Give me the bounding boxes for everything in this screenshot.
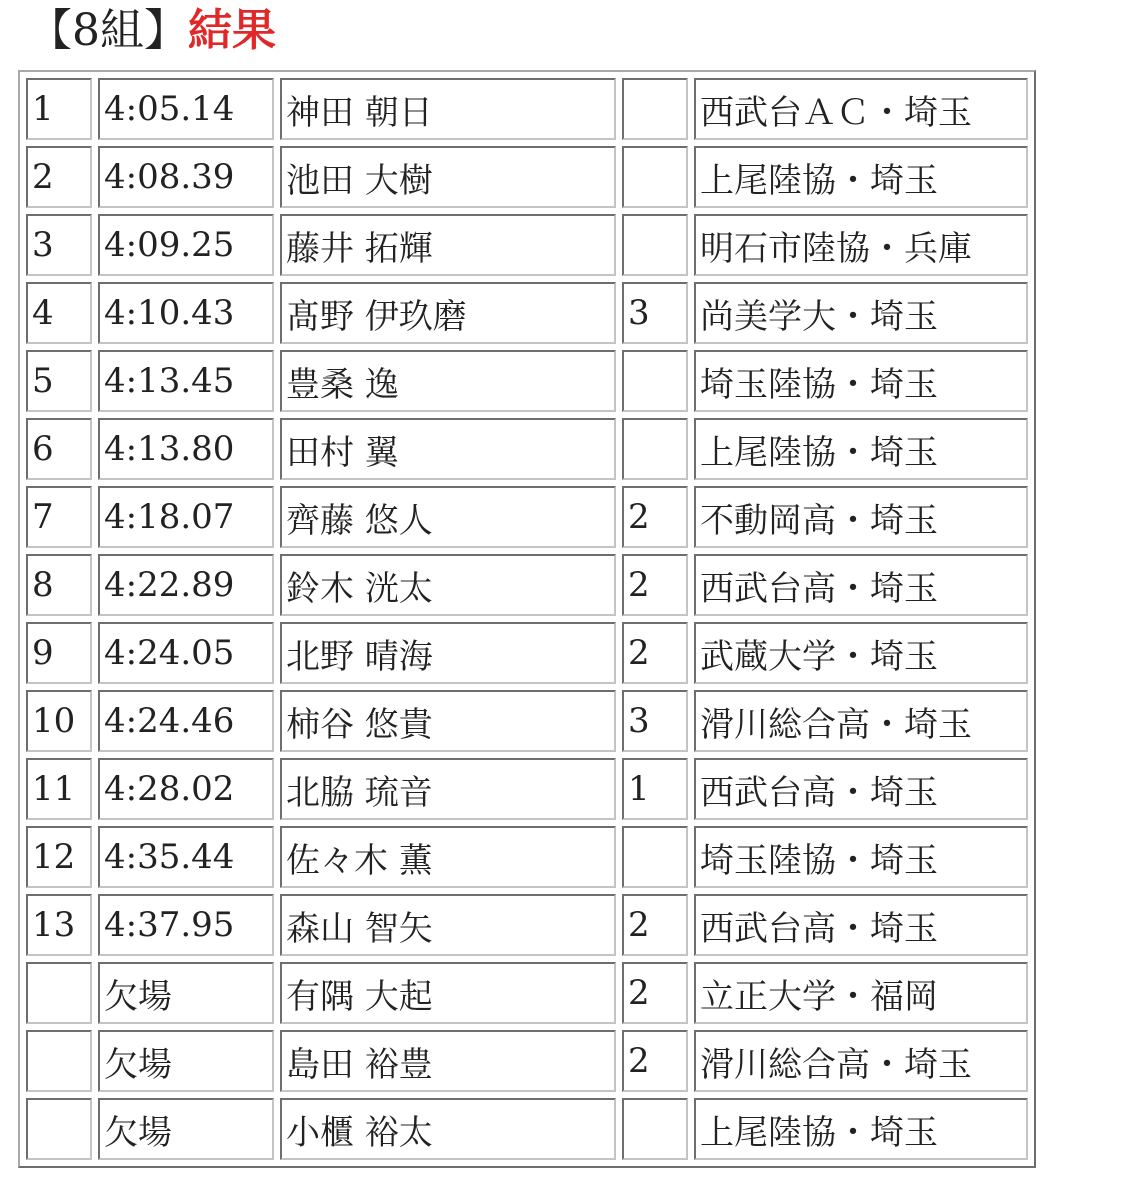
table-row bbox=[26, 282, 1028, 344]
team-cell: 立正大学・福岡 bbox=[694, 962, 1028, 1024]
athlete-name-cell: 藤井 拓輝 bbox=[280, 214, 616, 276]
grade-cell bbox=[622, 418, 688, 480]
grade-cell: 2 bbox=[622, 554, 688, 616]
table-row bbox=[26, 78, 1028, 140]
team-cell: 西武台ＡＣ・埼玉 bbox=[694, 78, 1028, 140]
rank-cell bbox=[26, 962, 92, 1024]
table-row bbox=[26, 1098, 1028, 1160]
team-cell: 西武台高・埼玉 bbox=[694, 758, 1028, 820]
team-cell: 西武台高・埼玉 bbox=[694, 554, 1028, 616]
athlete-name-cell: 北脇 琉音 bbox=[280, 758, 616, 820]
rank-cell: 5 bbox=[26, 350, 92, 412]
rank-cell: 4 bbox=[26, 282, 92, 344]
team-cell: 尚美学大・埼玉 bbox=[694, 282, 1028, 344]
time-cell: 4:10.43 bbox=[98, 282, 274, 344]
grade-cell: 2 bbox=[622, 962, 688, 1024]
rank-cell: 12 bbox=[26, 826, 92, 888]
time-cell: 4:09.25 bbox=[98, 214, 274, 276]
table-row bbox=[26, 758, 1028, 820]
athlete-name-cell: 小櫃 裕太 bbox=[280, 1098, 616, 1160]
team-cell: 不動岡高・埼玉 bbox=[694, 486, 1028, 548]
grade-cell: 3 bbox=[622, 282, 688, 344]
athlete-name-cell: 島田 裕豊 bbox=[280, 1030, 616, 1092]
grade-cell bbox=[622, 78, 688, 140]
rank-cell: 3 bbox=[26, 214, 92, 276]
time-cell: 4:13.45 bbox=[98, 350, 274, 412]
time-cell: 4:05.14 bbox=[98, 78, 274, 140]
team-cell: 明石市陸協・兵庫 bbox=[694, 214, 1028, 276]
grade-cell: 2 bbox=[622, 622, 688, 684]
athlete-name-cell: 髙野 伊玖磨 bbox=[280, 282, 616, 344]
grade-cell bbox=[622, 214, 688, 276]
time-cell: 4:13.80 bbox=[98, 418, 274, 480]
rank-cell: 9 bbox=[26, 622, 92, 684]
rank-cell: 8 bbox=[26, 554, 92, 616]
rank-cell: 2 bbox=[26, 146, 92, 208]
athlete-name-cell: 神田 朝日 bbox=[280, 78, 616, 140]
athlete-name-cell: 齊藤 悠人 bbox=[280, 486, 616, 548]
athlete-name-cell: 田村 翼 bbox=[280, 418, 616, 480]
rank-cell bbox=[26, 1030, 92, 1092]
grade-cell bbox=[622, 1098, 688, 1160]
table-row bbox=[26, 146, 1028, 208]
team-cell: 滑川総合高・埼玉 bbox=[694, 690, 1028, 752]
athlete-name-cell: 柿谷 悠貴 bbox=[280, 690, 616, 752]
grade-cell bbox=[622, 146, 688, 208]
team-cell: 埼玉陸協・埼玉 bbox=[694, 350, 1028, 412]
team-cell: 滑川総合高・埼玉 bbox=[694, 1030, 1028, 1092]
grade-cell bbox=[622, 350, 688, 412]
table-row bbox=[26, 214, 1028, 276]
table-row bbox=[26, 690, 1028, 752]
rank-cell: 13 bbox=[26, 894, 92, 956]
athlete-name-cell: 鈴木 洸太 bbox=[280, 554, 616, 616]
table-row bbox=[26, 894, 1028, 956]
grade-cell: 2 bbox=[622, 486, 688, 548]
time-cell: 4:18.07 bbox=[98, 486, 274, 548]
time-cell: 欠場 bbox=[98, 1030, 274, 1092]
team-cell: 上尾陸協・埼玉 bbox=[694, 146, 1028, 208]
rank-cell: 1 bbox=[26, 78, 92, 140]
rank-cell: 6 bbox=[26, 418, 92, 480]
grade-cell: 2 bbox=[622, 894, 688, 956]
athlete-name-cell: 池田 大樹 bbox=[280, 146, 616, 208]
rank-cell bbox=[26, 1098, 92, 1160]
page-title bbox=[28, 0, 276, 62]
team-cell: 上尾陸協・埼玉 bbox=[694, 1098, 1028, 1160]
team-cell: 上尾陸協・埼玉 bbox=[694, 418, 1028, 480]
table-row bbox=[26, 826, 1028, 888]
athlete-name-cell: 森山 智矢 bbox=[280, 894, 616, 956]
time-cell: 4:24.46 bbox=[98, 690, 274, 752]
rank-cell: 7 bbox=[26, 486, 92, 548]
table-row bbox=[26, 350, 1028, 412]
table-row bbox=[26, 622, 1028, 684]
results-table bbox=[18, 70, 1036, 1168]
time-cell: 欠場 bbox=[98, 962, 274, 1024]
team-cell: 西武台高・埼玉 bbox=[694, 894, 1028, 956]
time-cell: 4:08.39 bbox=[98, 146, 274, 208]
heat-label: 【8組】 bbox=[28, 5, 188, 56]
time-cell: 4:24.05 bbox=[98, 622, 274, 684]
athlete-name-cell: 豊桑 逸 bbox=[280, 350, 616, 412]
time-cell: 4:37.95 bbox=[98, 894, 274, 956]
grade-cell: 3 bbox=[622, 690, 688, 752]
team-cell: 埼玉陸協・埼玉 bbox=[694, 826, 1028, 888]
rank-cell: 10 bbox=[26, 690, 92, 752]
grade-cell: 2 bbox=[622, 1030, 688, 1092]
grade-cell: 1 bbox=[622, 758, 688, 820]
time-cell: 欠場 bbox=[98, 1098, 274, 1160]
athlete-name-cell: 北野 晴海 bbox=[280, 622, 616, 684]
result-label: 結果 bbox=[188, 5, 276, 56]
time-cell: 4:35.44 bbox=[98, 826, 274, 888]
table-row bbox=[26, 1030, 1028, 1092]
rank-cell: 11 bbox=[26, 758, 92, 820]
grade-cell bbox=[622, 826, 688, 888]
table-row bbox=[26, 486, 1028, 548]
table-row bbox=[26, 962, 1028, 1024]
time-cell: 4:28.02 bbox=[98, 758, 274, 820]
table-row bbox=[26, 554, 1028, 616]
team-cell: 武蔵大学・埼玉 bbox=[694, 622, 1028, 684]
time-cell: 4:22.89 bbox=[98, 554, 274, 616]
results-body bbox=[26, 78, 1028, 1160]
table-row bbox=[26, 418, 1028, 480]
athlete-name-cell: 有隅 大起 bbox=[280, 962, 616, 1024]
athlete-name-cell: 佐々木 薫 bbox=[280, 826, 616, 888]
